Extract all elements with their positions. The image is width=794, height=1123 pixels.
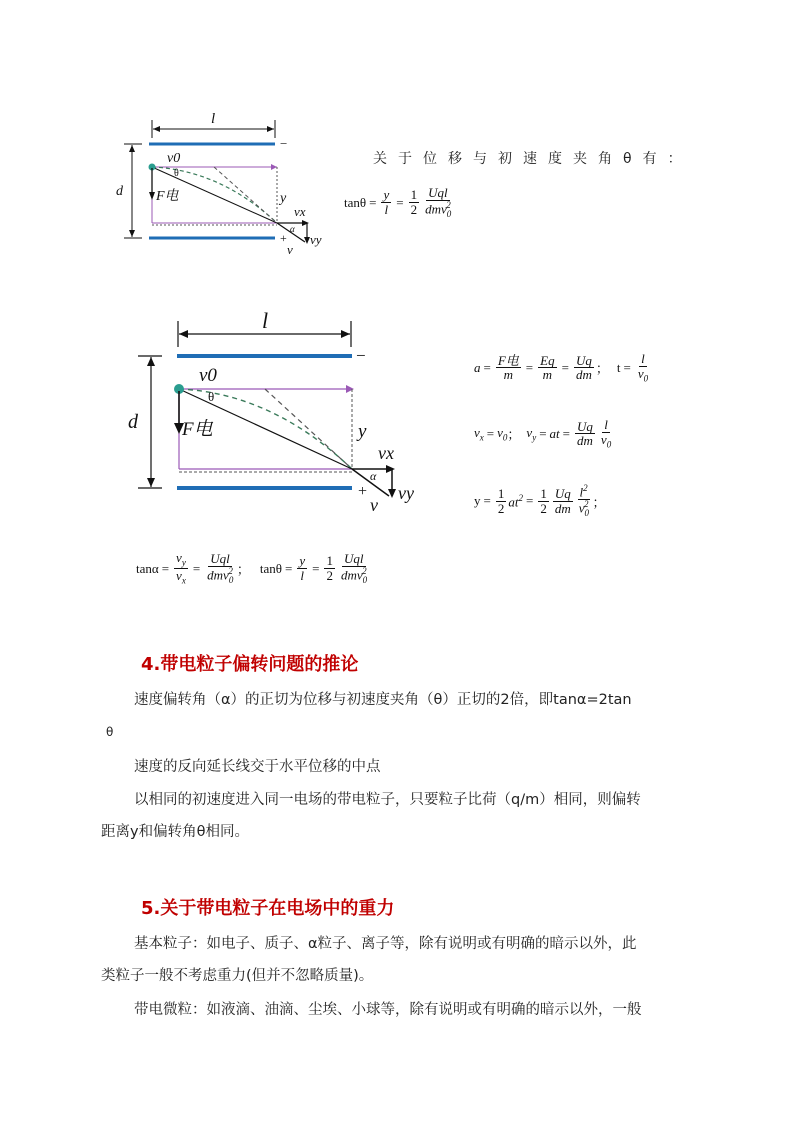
- den-l: l: [300, 568, 305, 584]
- vy-symbol: v: [526, 425, 533, 441]
- num-uql-2: Uql: [344, 551, 364, 567]
- force-label: F电: [156, 189, 179, 204]
- den-dmv: dmv: [207, 567, 229, 582]
- num-v: v: [176, 550, 182, 565]
- tan-alpha: tanα: [136, 560, 159, 576]
- distance-label: d: [116, 184, 123, 199]
- den-m2: m: [542, 367, 553, 383]
- num-l: l: [579, 484, 584, 500]
- den-v: v: [578, 500, 585, 516]
- tan-theta: tanθ: [259, 560, 282, 576]
- at-term: at: [549, 425, 560, 441]
- num-l: l: [604, 417, 608, 432]
- section5-heading: 5.关于带电粒子在电场中的重力: [141, 898, 395, 919]
- acceleration-formula: a = $\frac{\text{F电}}{m}$ = $\frac{Eq}{m}$ = $\frac{Uq}{dm}$ ； t = $\frac{l}{v_0}$: [474, 351, 649, 384]
- den-dmv: dmv: [425, 200, 447, 216]
- y-symbol: y: [474, 493, 481, 509]
- equals: =: [369, 194, 377, 210]
- den-two: 2: [497, 500, 505, 516]
- plus-sign: +: [280, 231, 287, 245]
- at2-term: at: [508, 493, 519, 509]
- tan-theta: tanθ: [344, 194, 367, 210]
- den-dm: dm: [554, 500, 571, 516]
- den-two-2: 2: [540, 500, 547, 516]
- v-label: v: [287, 242, 293, 257]
- deflection-diagram-small: [112, 108, 337, 258]
- length-label: l: [211, 111, 216, 127]
- num-one: 1: [326, 553, 333, 569]
- v0-label: v0: [167, 151, 181, 166]
- section4-paragraph-3a: 以相同的初速度进入同一电场的带电粒子，只要粒子比荷（q/m）相同，则偏转: [134, 792, 641, 808]
- den-v: v: [637, 365, 644, 381]
- minus-sign: −: [356, 346, 366, 365]
- section4-paragraph-2: 速度的反向延长线交于水平位移的中点: [134, 759, 381, 775]
- num-uq: Uq: [554, 486, 571, 502]
- vx-label: vx: [378, 443, 394, 463]
- section5-paragraph-1b: 类粒子一般不考虑重力(但并不忽略质量)。: [101, 968, 374, 984]
- displacement-formula: y = $\frac{1}{2}$ $at^2$ = $\frac{1}{2}$ $\frac{Uq}{dm}$ $\frac{l^2}{v_0^2}$ ；: [474, 483, 606, 518]
- minus-sign: −: [280, 136, 288, 151]
- vx-symbol: v: [474, 425, 480, 441]
- v0-label: v0: [199, 365, 217, 386]
- section5-paragraph-1a: 基本粒子：如电子、质子、α粒子、离子等，除有说明或有明确的暗示以外，此: [134, 936, 637, 952]
- theta-intro: 关于位移与初速度夹角θ有：: [373, 151, 693, 167]
- section4-paragraph-3b: 距离y和偏转角θ相同。: [101, 824, 249, 840]
- theta-label: θ: [174, 168, 179, 179]
- den-l: l: [384, 202, 389, 217]
- section4-paragraph-1a: 速度偏转角（α）的正切为位移与初速度夹角（θ）正切的2倍，即tanα=2tan: [134, 692, 632, 708]
- num-one: 1: [497, 486, 505, 502]
- separator: ；: [507, 427, 521, 443]
- den-v: v: [176, 568, 182, 584]
- separator: ；: [236, 562, 250, 578]
- alpha-label: α: [290, 224, 295, 234]
- num-one: 1: [410, 187, 418, 203]
- den-two: 2: [410, 202, 418, 217]
- separator: ；: [592, 494, 606, 510]
- velocity-formula: $v_x$ = $v_0$ ； $v_y$ = at = $\frac{Uq}{dm}$ $\frac{l}{v_0}$: [474, 417, 612, 450]
- plus-sign: +: [358, 483, 368, 500]
- num-uql: Uql: [428, 185, 448, 200]
- force-label: F电: [182, 419, 213, 440]
- a-symbol: a: [474, 359, 481, 375]
- vy-label: vy: [398, 483, 414, 503]
- separator: ；: [595, 361, 609, 377]
- den-v: v: [600, 431, 607, 447]
- distance-label: d: [128, 411, 138, 433]
- num-uq: Uq: [577, 418, 593, 434]
- v0-symbol: v: [497, 425, 503, 441]
- v-label: v: [370, 495, 378, 515]
- num-uq: Uq: [575, 352, 592, 368]
- y-label: y: [358, 421, 367, 442]
- vy-label: vy: [310, 232, 322, 247]
- num-y: y: [383, 187, 390, 203]
- section4-heading: 4.带电粒子偏转问题的推论: [141, 654, 359, 675]
- den-dm: dm: [575, 367, 592, 383]
- den-dmv-2: dmv: [340, 567, 363, 582]
- y-label: y: [280, 191, 287, 206]
- tan-theta-formula-1: tanθ = $\frac{y}{l}$ = $\frac{1}{2}$ $\frac{\text{Uql}}{dmv_0^2}$: [344, 185, 452, 219]
- num-y: y: [299, 553, 306, 569]
- num-one-2: 1: [540, 486, 547, 502]
- num-uql: Uql: [210, 551, 230, 567]
- section5-paragraph-2: 带电微粒：如液滴、油滴、尘埃、小球等，除有说明或有明确的暗示以外，一般: [134, 1002, 642, 1018]
- section4-paragraph-1b: θ: [106, 725, 114, 739]
- t-symbol: t: [616, 359, 621, 375]
- den-m: m: [503, 367, 514, 383]
- num-force: F电: [497, 352, 519, 368]
- vx-label: vx: [294, 204, 306, 219]
- deflection-diagram-large: [122, 305, 432, 517]
- den-two: 2: [326, 568, 333, 584]
- alpha-label: α: [370, 469, 377, 483]
- num-l: l: [641, 351, 645, 366]
- length-label: l: [262, 308, 269, 333]
- tangent-formulas: tanα = $\frac{v_y}{v_x}$ = $\frac{\text{Uql}}{dmv_0^2}$ ； tanθ = $\frac{y}{l}$ = $\frac{1}{2}$ $\frac{\text{Uql}}{dmv_0^2}$: [136, 550, 368, 586]
- num-eq: Eq: [540, 352, 555, 368]
- theta-label: θ: [208, 389, 215, 404]
- den-dm: dm: [577, 433, 593, 449]
